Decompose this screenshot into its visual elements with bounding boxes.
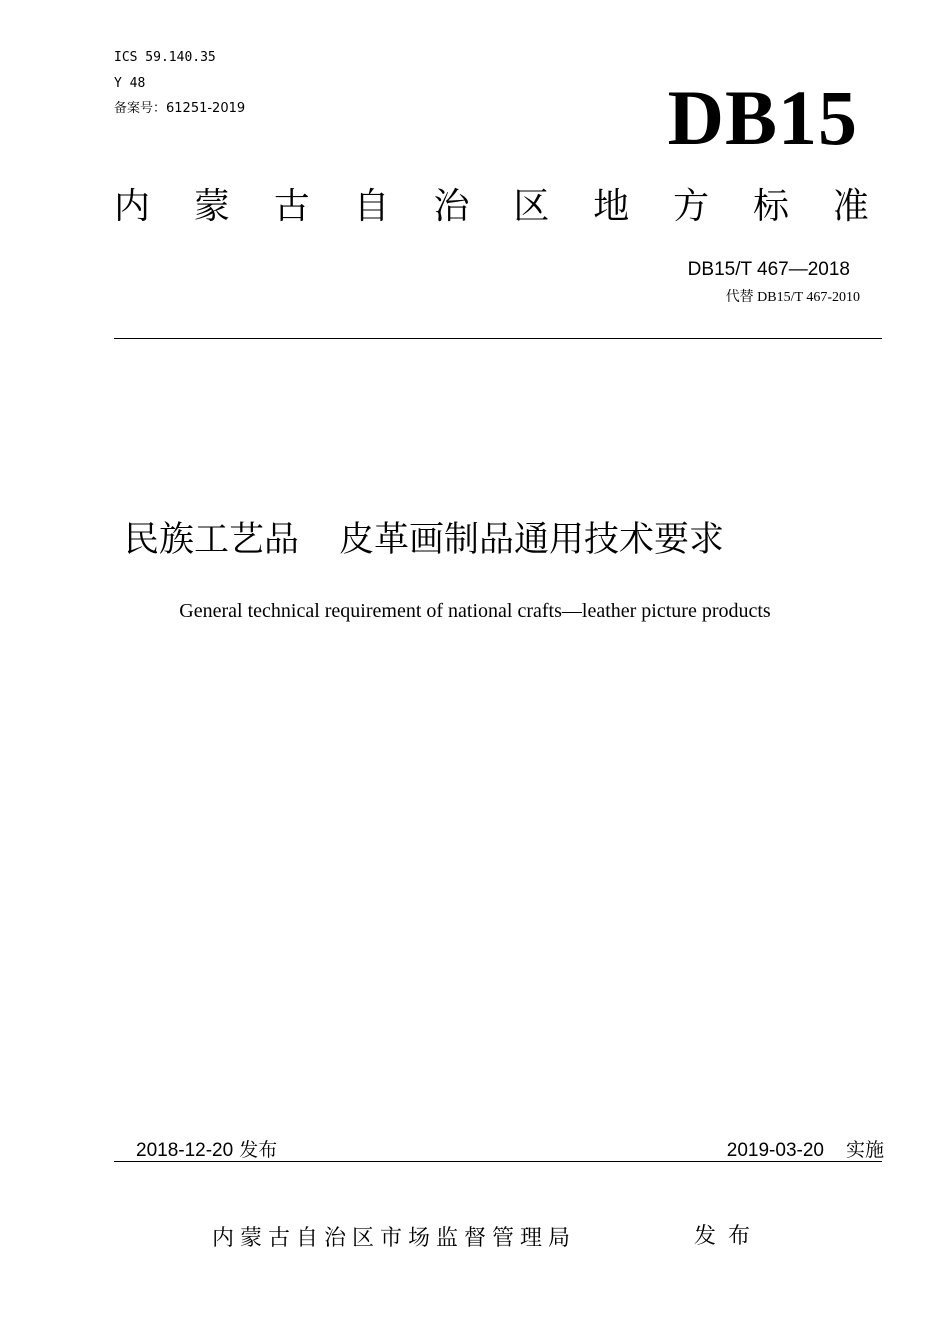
category-char: 标 — [753, 186, 790, 227]
category-char: 区 — [513, 186, 550, 227]
replaces-standard: 代替 DB15/T 467-2010 — [725, 290, 860, 305]
issue-action: 发布 — [694, 1224, 763, 1249]
issue-date — [136, 1138, 277, 1163]
ics-code: ICS 59.140.35 — [114, 50, 216, 65]
category-char: 自 — [353, 186, 390, 227]
category-char: 准 — [832, 186, 869, 227]
category-char: 内 — [114, 186, 151, 227]
title-english: General technical requirement of national crafts—leather picture products — [179, 600, 771, 622]
category-char: 方 — [673, 186, 710, 227]
category-char: 古 — [273, 186, 310, 227]
issue-date-value: 2018-12-20 — [136, 1140, 234, 1161]
footer-divider — [114, 1161, 882, 1162]
classification-code: Y 48 — [114, 76, 146, 91]
category-char: 治 — [433, 186, 470, 227]
category-char: 地 — [593, 186, 630, 227]
title-part-1: 民族工艺品 — [124, 520, 300, 560]
issuing-authority: 内蒙古自治区市场监督管理局 — [212, 1226, 577, 1251]
implementation-date — [727, 1138, 884, 1163]
implementation-label: 实施 — [845, 1139, 884, 1161]
category-char: 蒙 — [193, 186, 230, 227]
standard-number: DB15/T 467—2018 — [687, 259, 850, 280]
record-number: 备案号：61251-2019 — [114, 101, 246, 116]
title-part-2: 皮革画制品通用技术要求 — [339, 520, 725, 560]
issue-label: 发布 — [239, 1139, 278, 1161]
title-chinese — [124, 518, 724, 562]
header-divider — [114, 338, 882, 339]
standard-category — [114, 184, 869, 230]
implementation-date-value: 2019-03-20 — [726, 1140, 824, 1161]
db15-logo: DB15 — [667, 74, 858, 161]
